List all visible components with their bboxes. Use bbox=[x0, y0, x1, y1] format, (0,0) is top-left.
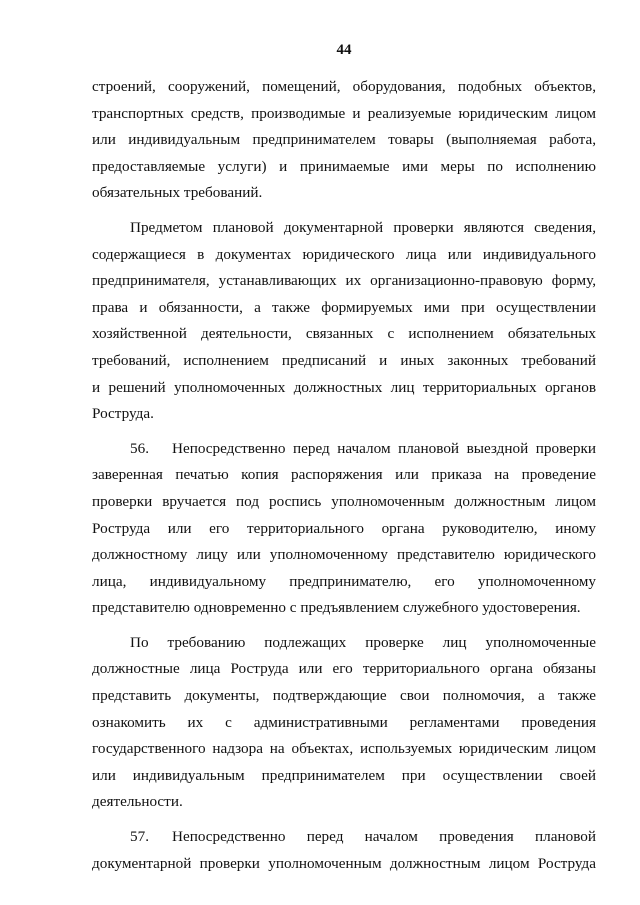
text-line: представителю одновременно с предъявлением служебного удостоверения. bbox=[92, 599, 581, 617]
text-line: или индивидуальным предпринимателем при осуществлении своей bbox=[92, 766, 596, 784]
text-line: документарной проверки уполномоченным должностным лицом Роструда bbox=[92, 854, 596, 872]
text-line: проверки вручается под роспись уполномоченным должностным лицом bbox=[92, 492, 596, 510]
text-line: ознакомить их с административными регламентами проведения bbox=[92, 713, 596, 731]
text-line: предоставляемые услуги) и принимаемые ими меры по исполнению bbox=[92, 157, 596, 175]
text-line: заверенная печатью копия распоряжения или приказа на проведение bbox=[92, 466, 596, 484]
text-line: должностные лица Роструда или его территориального органа обязаны bbox=[92, 660, 596, 678]
text-line: или индивидуальным предпринимателем товары (выполняемая работа, bbox=[92, 131, 596, 149]
text-line: содержащиеся в документах юридического лица или индивидуального bbox=[92, 245, 596, 263]
page-number: 44 bbox=[336, 42, 352, 58]
text-line: строений, сооружений, помещений, оборудования, подобных объектов, bbox=[92, 78, 596, 95]
text-line: хозяйственной деятельности, связанных с исполнением обязательных bbox=[92, 325, 596, 343]
paragraph-request-documents bbox=[92, 630, 596, 816]
text-line: права и обязанности, а также формируемых ими при осуществлении bbox=[92, 298, 596, 316]
line-text: Непосредственно перед началом плановой выездной проверки bbox=[172, 439, 596, 457]
text-line: Роструда или его территориального органа руководителю, иному bbox=[92, 519, 596, 537]
text-line: транспортных средств, производимые и реализуемые юридическим лицом bbox=[92, 104, 596, 122]
text-line: Роструда. bbox=[92, 405, 154, 423]
text-line bbox=[92, 824, 596, 851]
item-number: 57. bbox=[130, 828, 149, 846]
text-line: государственного надзора на объектах, используемых юридическим лицом bbox=[92, 740, 596, 758]
text-line: лица, индивидуальному предпринимателю, его уполномоченному bbox=[92, 572, 596, 590]
text-line: деятельности. bbox=[92, 793, 183, 811]
text-line: представить документы, подтверждающие свои полномочия, а также bbox=[92, 687, 596, 705]
paragraph-subject-of-inspection bbox=[92, 215, 596, 428]
text-line: предпринимателя, устанавливающих их организационно-правовую форму, bbox=[92, 272, 596, 290]
paragraph-item-56 bbox=[92, 436, 596, 622]
text-line: По требованию подлежащих проверке лиц уполномоченные bbox=[130, 633, 596, 651]
paragraph-continuation bbox=[92, 74, 596, 207]
item-number: 56. bbox=[130, 439, 149, 457]
document-body bbox=[92, 74, 596, 877]
paragraph-item-57 bbox=[92, 824, 596, 877]
text-line: Предметом плановой документарной проверки являются сведения, bbox=[130, 218, 596, 236]
text-line: должностному лицу или уполномоченному представителю юридического bbox=[92, 546, 596, 564]
text-line: обязательных требований. bbox=[92, 184, 263, 202]
text-line: и решений уполномоченных должностных лиц территориальных органов bbox=[92, 378, 596, 396]
text-line bbox=[92, 436, 596, 463]
text-line: требований, исполнением предписаний и иных законных требований bbox=[92, 351, 596, 369]
line-text: Непосредственно перед началом проведения плановой bbox=[172, 828, 596, 846]
